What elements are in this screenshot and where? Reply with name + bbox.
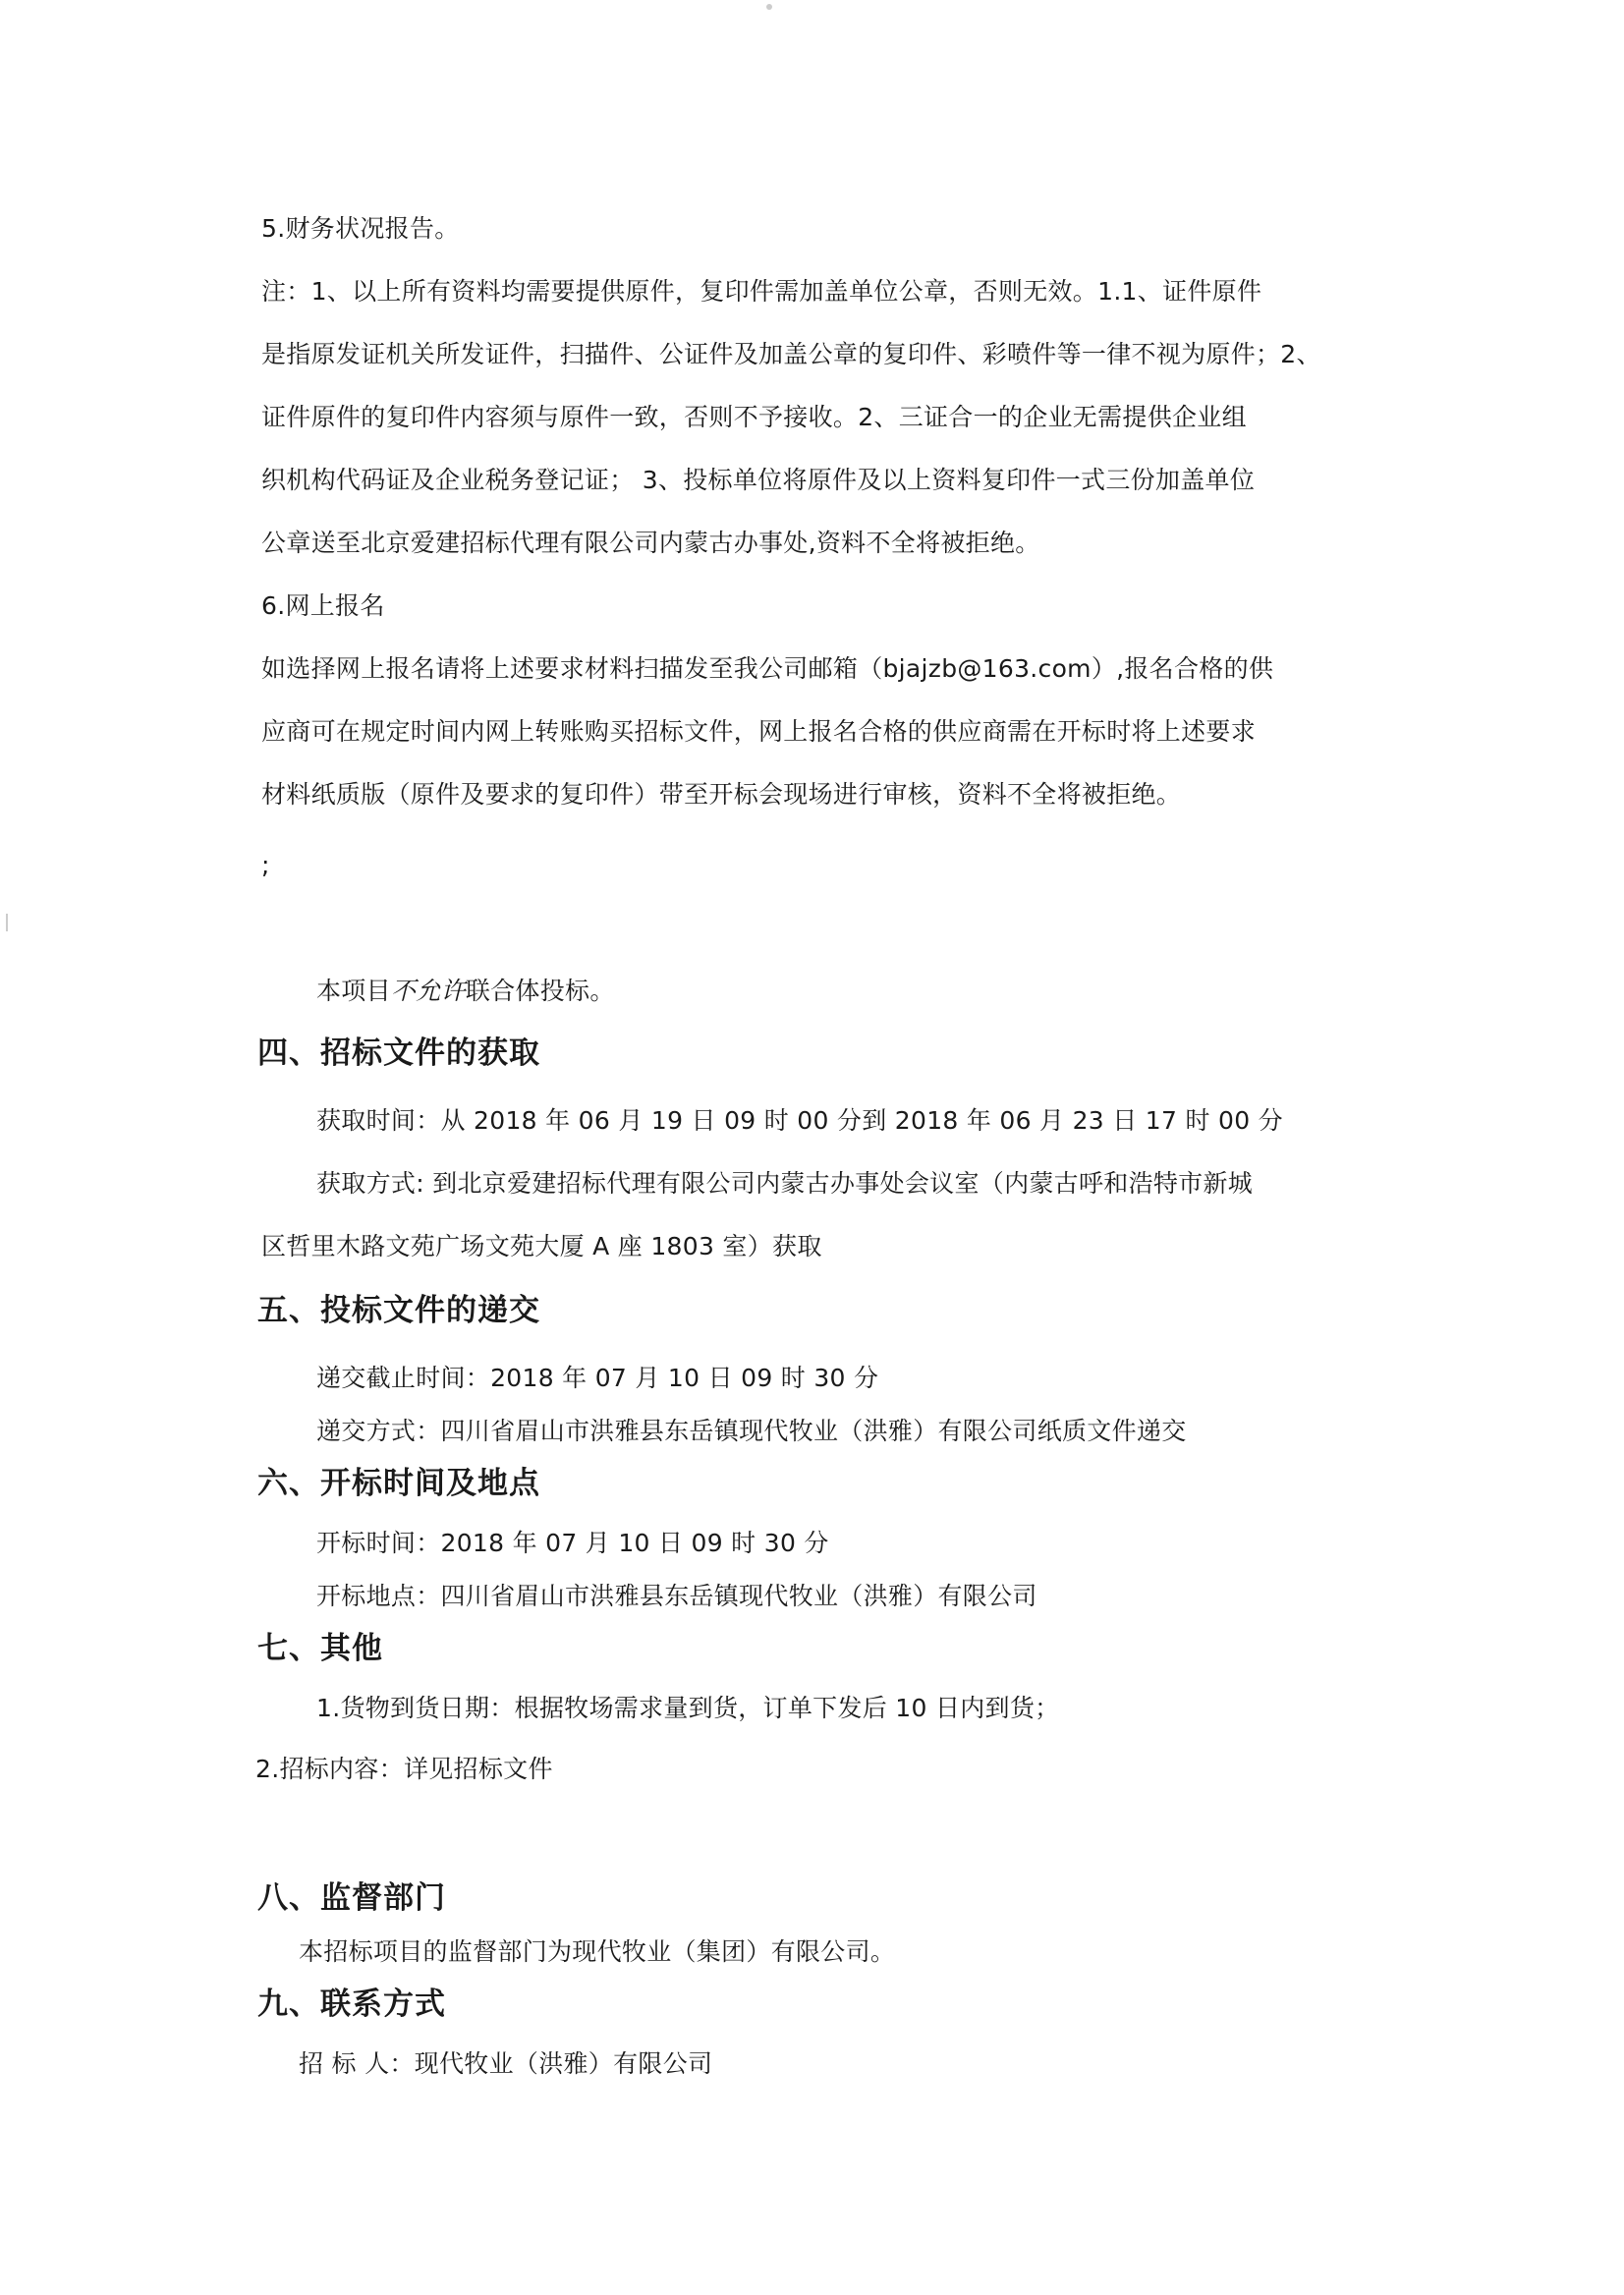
section6-line-1: 如选择网上报名请将上述要求材料扫描发至我公司邮箱（bjajzb@163.com）,报名合格的供 — [261, 654, 1274, 683]
part6-time: 开标时间：2018 年 07 月 10 日 09 时 30 分 — [316, 1529, 829, 1557]
section5-note-line-1: 注：1、以上所有资料均需要提供原件，复印件需加盖单位公章，否则无效。1.1、证件原件 — [261, 277, 1262, 306]
part5-method: 递交方式：四川省眉山市洪雅县东岳镇现代牧业（洪雅）有限公司纸质文件递交 — [316, 1417, 1187, 1445]
part4-heading: 四、招标文件的获取 — [257, 1036, 540, 1071]
section5-note-line-4: 织机构代码证及企业税务登记证； 3、投标单位将原件及以上资料复印件一式三份加盖单位 — [261, 466, 1256, 494]
section5-note-line-5: 公章送至北京爱建招标代理有限公司内蒙古办事处,资料不全将被拒绝。 — [261, 529, 1040, 557]
part5-deadline: 递交截止时间：2018 年 07 月 10 日 09 时 30 分 — [316, 1364, 879, 1392]
section6-title: 6.网上报名 — [261, 591, 385, 620]
section6-line-3: 材料纸质版（原件及要求的复印件）带至开标会现场进行审核，资料不全将被拒绝。 — [261, 780, 1182, 809]
scan-mark-top — [766, 4, 772, 10]
section5-note-line-2: 是指原发证机关所发证件，扫描件、公证件及加盖公章的复印件、彩喷件等一律不视为原件；2、 — [261, 340, 1321, 368]
section5-title: 5.财务状况报告。 — [261, 214, 460, 243]
part7-item-1: 1.货物到货日期：根据牧场需求量到货，订单下发后 10 日内到货； — [316, 1694, 1060, 1722]
part4-method-line-2: 区哲里木路文苑广场文苑大厦 A 座 1803 室）获取 — [261, 1232, 822, 1260]
scan-mark-left — [6, 914, 8, 931]
part8-heading: 八、监督部门 — [257, 1880, 446, 1916]
part7-heading: 七、其他 — [257, 1631, 383, 1666]
part5-heading: 五、投标文件的递交 — [257, 1293, 540, 1328]
section5-note-line-3: 证件原件的复印件内容须与原件一致，否则不予接收。2、三证合一的企业无需提供企业组 — [261, 403, 1247, 431]
part9-heading: 九、联系方式 — [257, 1987, 446, 2022]
consortium-prefix: 本项目 — [316, 977, 391, 1005]
part8-text: 本招标项目的监督部门为现代牧业（集团）有限公司。 — [299, 1937, 896, 1966]
consortium-emphasis: 不允许 — [390, 977, 466, 1005]
part9-tenderer: 招 标 人：现代牧业（洪雅）有限公司 — [299, 2049, 713, 2078]
section6-line-2: 应商可在规定时间内网上转账购买招标文件，网上报名合格的供应商需在开标时将上述要求 — [261, 717, 1257, 746]
part4-method-line-1: 获取方式: 到北京爱建招标代理有限公司内蒙古办事处会议室（内蒙古呼和浩特市新城 — [316, 1169, 1254, 1198]
consortium-statement — [316, 977, 615, 1006]
part6-heading: 六、开标时间及地点 — [257, 1466, 540, 1501]
part4-time: 获取时间：从 2018 年 06 月 19 日 09 时 00 分到 2018 年 06 月 23 日 17 时 00 分 — [316, 1106, 1283, 1135]
consortium-suffix: 联合体投标。 — [465, 977, 615, 1005]
section6-semicolon: ; — [261, 851, 270, 879]
part6-place: 开标地点：四川省眉山市洪雅县东岳镇现代牧业（洪雅）有限公司 — [316, 1582, 1037, 1610]
part7-item-2: 2.招标内容：详见招标文件 — [255, 1755, 553, 1783]
